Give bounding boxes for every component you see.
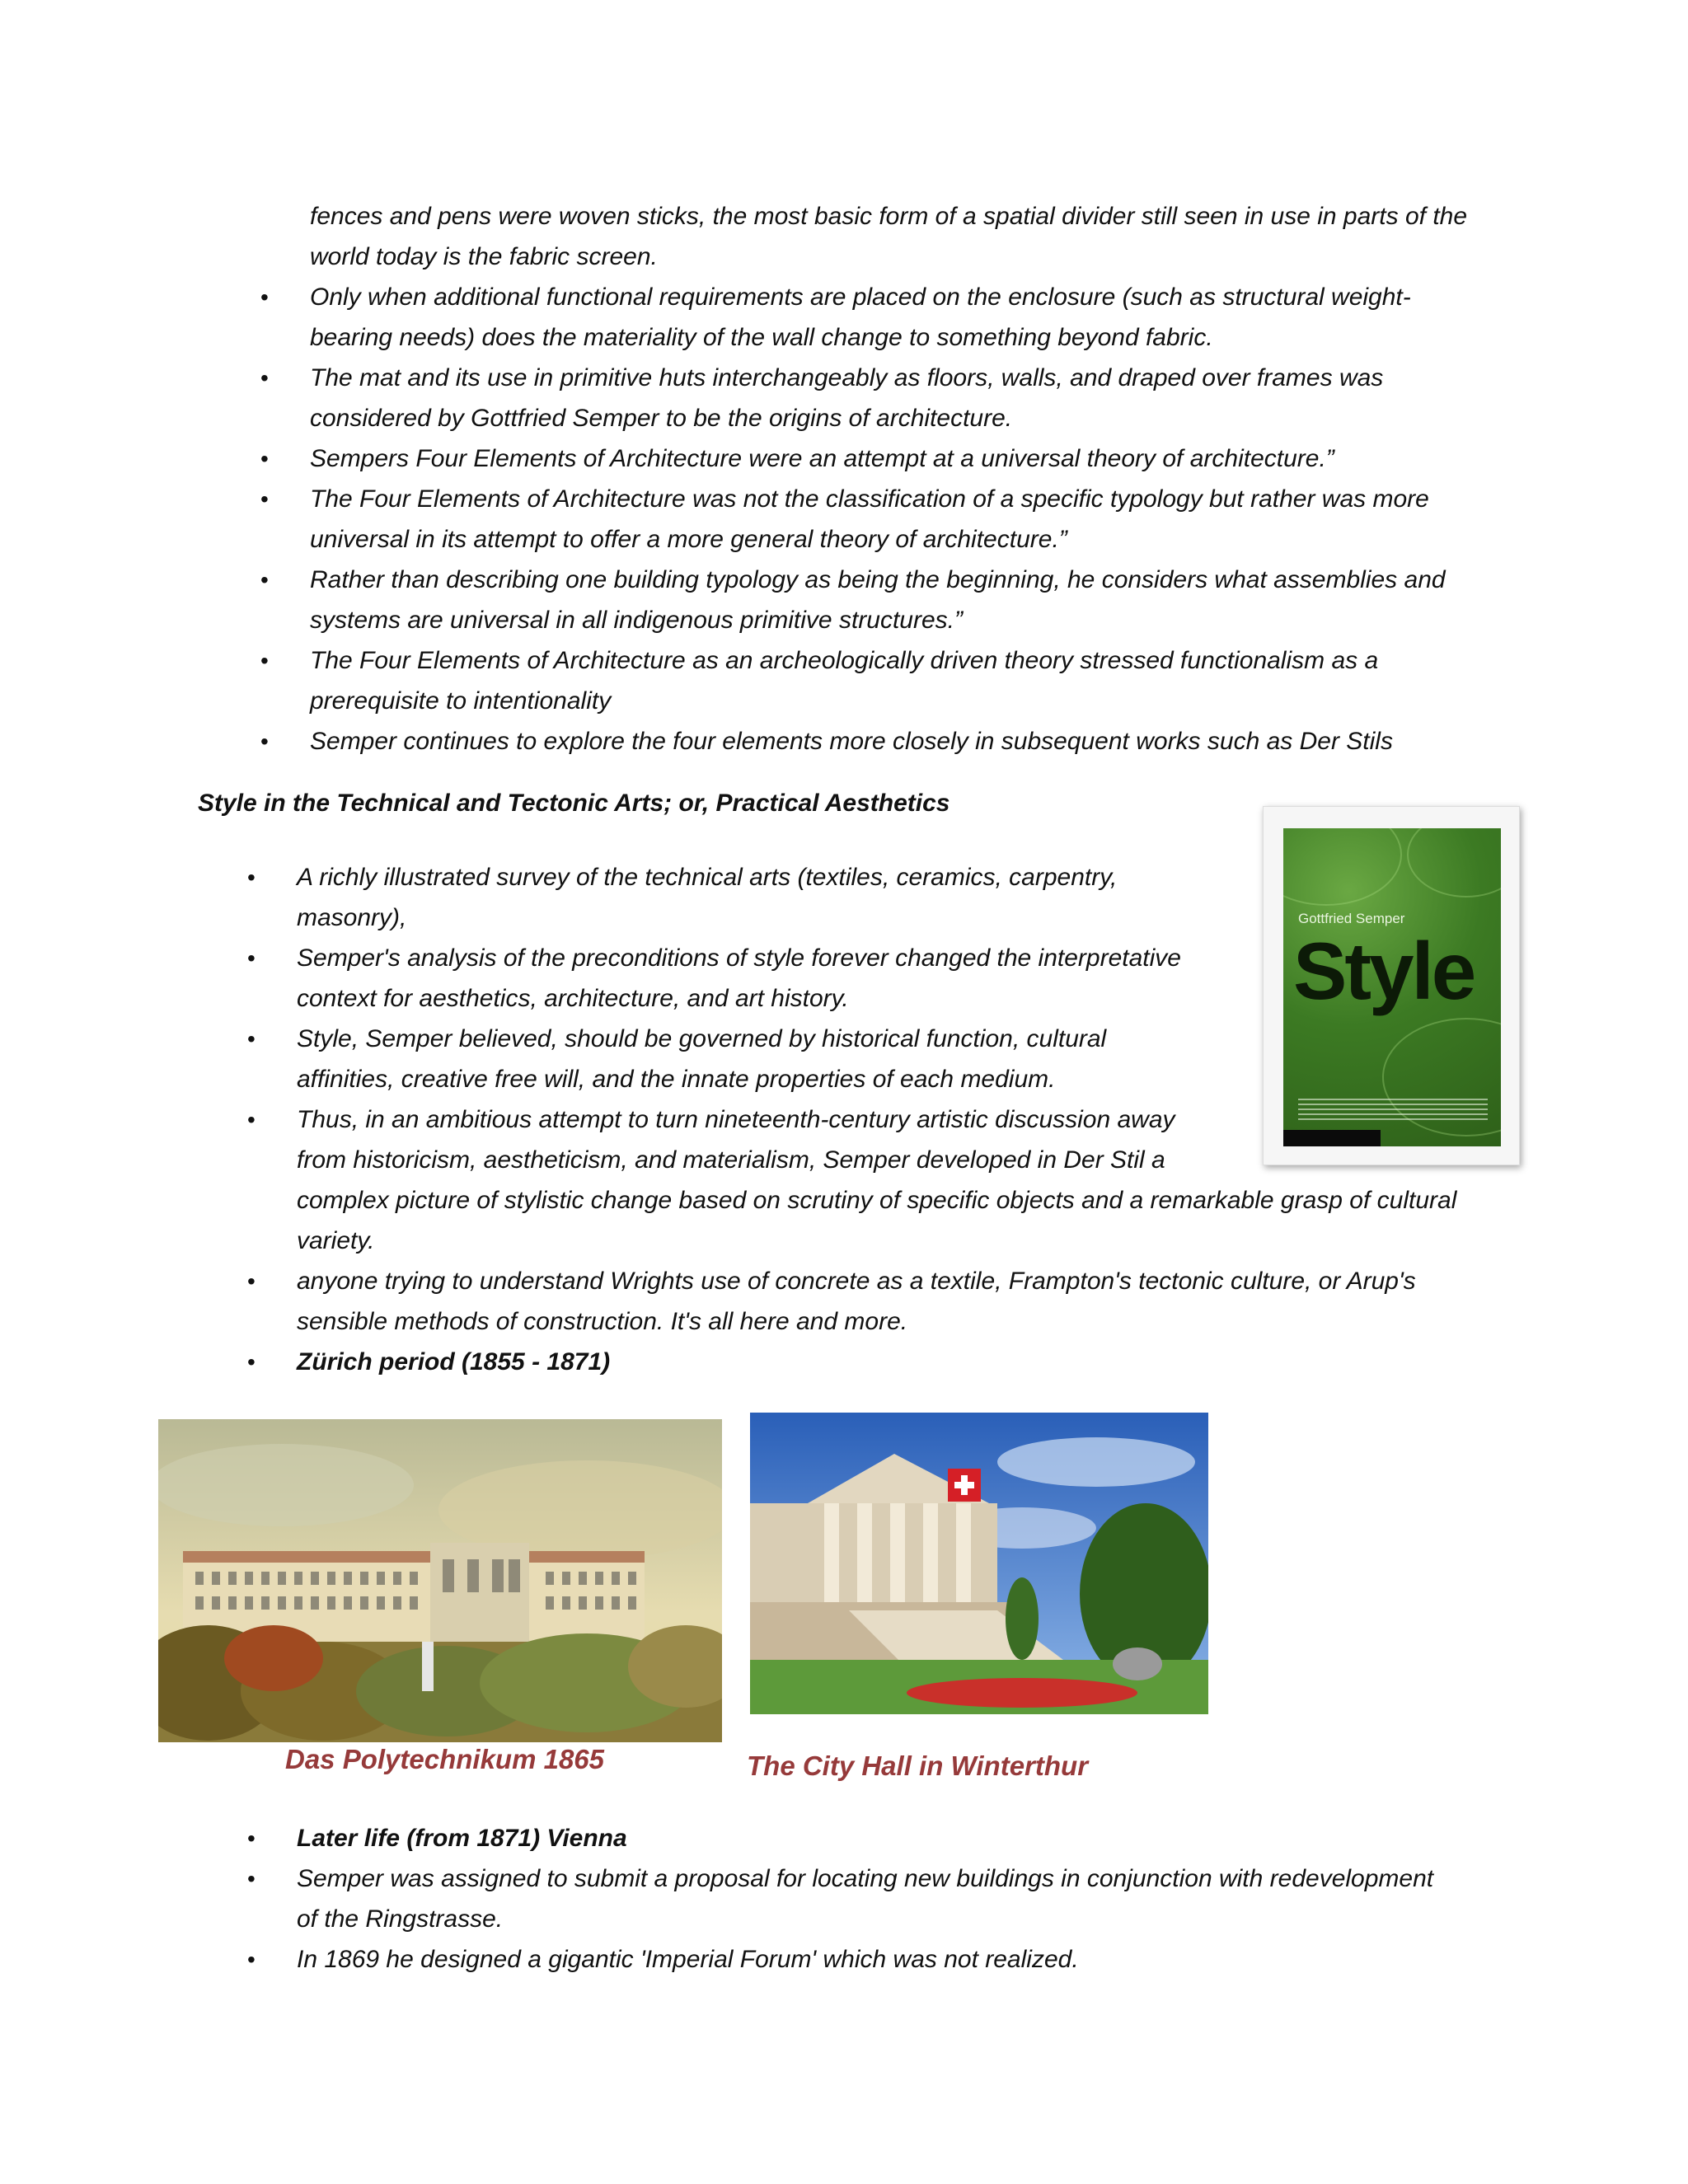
bullet-marker: •: [247, 1107, 256, 1132]
list-item: Zürich period (1855 - 1871): [297, 1348, 611, 1376]
list-item: considered by Gottfried Semper to be the origins of architecture.: [310, 405, 1013, 432]
list-item: of the Ringstrasse.: [297, 1905, 504, 1933]
bullet-marker: •: [247, 1268, 256, 1294]
bullet-marker: •: [247, 1866, 256, 1891]
list-item: Semper's analysis of the preconditions of style forever changed the interpretative: [297, 944, 1181, 972]
city-hall-image: [750, 1413, 1208, 1714]
bullet-marker: •: [247, 1026, 256, 1052]
list-item: Semper was assigned to submit a proposal for locating new buildings in conjunction with redevelopment: [297, 1865, 1434, 1892]
polytechnikum-caption: Das Polytechnikum 1865: [285, 1744, 605, 1774]
list-item: from historicism, aestheticism, and materialism, Semper developed in Der Stil a: [297, 1146, 1165, 1174]
list-item: context for aesthetics, architecture, and art history.: [297, 985, 849, 1012]
list-item: The Four Elements of Architecture as an archeologically driven theory stressed functionalism as a: [310, 647, 1379, 674]
section-heading: Style in the Technical and Tectonic Arts; or, Practical Aesthetics: [198, 790, 950, 817]
list-item: complex picture of stylistic change based on scrutiny of specific objects and a remarkable grasp of cultural: [297, 1187, 1457, 1214]
list-item: Only when additional functional requirements are placed on the enclosure (such as structural weight-: [310, 284, 1411, 311]
list-item: prerequisite to intentionality: [310, 687, 612, 715]
bullet-marker: •: [260, 486, 269, 512]
bullet-marker: •: [247, 865, 256, 890]
list-item: affinities, creative free will, and the innate properties of each medium.: [297, 1066, 1056, 1093]
list-item: The Four Elements of Architecture was not the classification of a specific typology but rather was more: [310, 485, 1429, 513]
bullet-marker: •: [247, 945, 256, 971]
list-item: Later life (from 1871) Vienna: [297, 1825, 627, 1852]
city-hall-caption: The City Hall in Winterthur: [747, 1750, 1089, 1781]
polytechnikum-illustration: [158, 1419, 722, 1742]
list-item: bearing needs) does the materiality of the wall change to something beyond fabric.: [310, 324, 1213, 351]
book-ornament: [1407, 828, 1501, 898]
book-cover-image: [1263, 806, 1520, 1165]
bullet-marker: •: [260, 648, 269, 673]
bullet-marker: •: [260, 729, 269, 754]
list-item: universal in its attempt to offer a more general theory of architecture.”: [310, 526, 1067, 553]
book-ornament: [1283, 828, 1402, 906]
list-item: Thus, in an ambitious attempt to turn nineteenth-century artistic discussion away: [297, 1106, 1175, 1133]
bullet-marker: •: [260, 567, 269, 593]
bullet-marker: •: [247, 1825, 256, 1851]
list-item: A richly illustrated survey of the technical arts (textiles, ceramics, carpentry,: [297, 864, 1118, 891]
bullet-marker: •: [247, 1947, 256, 1972]
bullet-marker: •: [247, 1349, 256, 1375]
list-item: systems are universal in all indigenous primitive structures.”: [310, 607, 963, 634]
book-publisher-bar: [1283, 1130, 1381, 1146]
bullet-marker: •: [260, 365, 269, 391]
list-item: sensible methods of construction. It's all here and more.: [297, 1308, 908, 1335]
list-item: Semper continues to explore the four elements more closely in subsequent works such as Der Stils: [310, 728, 1393, 755]
list-item: variety.: [297, 1227, 375, 1254]
book-author: Gottfried Semper: [1298, 911, 1405, 926]
book-subtitle-lines: [1298, 1099, 1488, 1123]
continuation-line: world today is the fabric screen.: [310, 243, 658, 270]
list-item: Sempers Four Elements of Architecture were an attempt at a universal theory of architecture.”: [310, 445, 1334, 472]
bullet-marker: •: [260, 446, 269, 471]
continuation-line: fences and pens were woven sticks, the most basic form of a spatial divider still seen in use in parts of the: [310, 203, 1468, 230]
polytechnikum-image: [158, 1419, 722, 1742]
list-item: masonry),: [297, 904, 407, 931]
list-item: Style, Semper believed, should be governed by historical function, cultural: [297, 1025, 1107, 1052]
list-item: Rather than describing one building typology as being the beginning, he considers what assemblies and: [310, 566, 1446, 593]
list-item: The mat and its use in primitive huts interchangeably as floors, walls, and draped over frames was: [310, 364, 1384, 391]
book-title: Style: [1293, 926, 1475, 1016]
list-item: In 1869 he designed a gigantic 'Imperial Forum' which was not realized.: [297, 1946, 1079, 1973]
book-cover: [1283, 828, 1501, 1146]
bullet-marker: •: [260, 284, 269, 310]
city-hall-photo: [750, 1413, 1208, 1714]
list-item: anyone trying to understand Wrights use of concrete as a textile, Frampton's tectonic culture, or Arup's: [297, 1268, 1416, 1295]
